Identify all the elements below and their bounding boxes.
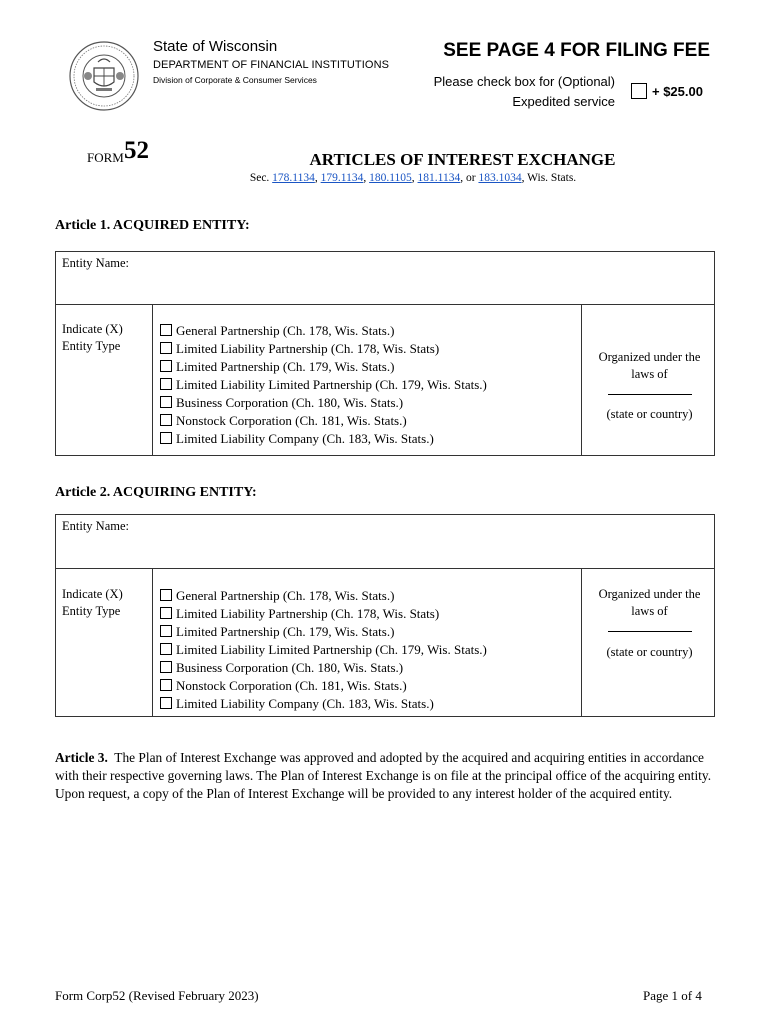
acquired-entity-name-field[interactable]	[56, 252, 714, 305]
acquired-entity-type-options	[160, 322, 487, 448]
option-limited-partnership[interactable]: Limited Partnership (Ch. 179, Wis. Stats.)	[160, 358, 487, 376]
column-divider	[581, 568, 582, 716]
checkbox[interactable]	[160, 432, 172, 444]
option-business-corporation[interactable]: Business Corporation (Ch. 180, Wis. Stats.)	[160, 659, 487, 677]
state-name: State of Wisconsin	[153, 38, 278, 55]
column-divider	[152, 304, 153, 455]
article3-text: The Plan of Interest Exchange was approved and adopted by the acquired and acquiring entities in accordance with their respective governing laws. The Plan of Interest Exchange is on file at the principal office of the acquiring entity. Upon request, a copy of the Plan of Interest Exchange will be provided to any interest holder of the acquired entity.	[55, 750, 712, 801]
state-or-country-label: (state or country)	[606, 407, 693, 421]
checkbox[interactable]	[160, 342, 172, 354]
organized-under-laws	[583, 586, 716, 661]
column-divider	[581, 304, 582, 455]
entity-type-text: Entity Type	[62, 339, 121, 353]
statute-prefix: Sec.	[249, 172, 270, 184]
checkbox[interactable]	[160, 697, 172, 709]
division-name: Division of Corporate & Consumer Services	[153, 75, 317, 85]
wisconsin-seal-icon	[68, 40, 140, 112]
article3-label: Article 3.	[55, 750, 108, 765]
state-or-country-field[interactable]	[583, 383, 716, 403]
indicate-label: Indicate (X)	[62, 322, 123, 336]
article1-heading: Article 1. ACQUIRED ENTITY:	[55, 218, 250, 233]
article2-heading: Article 2. ACQUIRING ENTITY:	[55, 485, 257, 500]
expedite-checkbox[interactable]	[631, 83, 647, 99]
option-nonstock-corporation[interactable]: Nonstock Corporation (Ch. 181, Wis. Stats.)	[160, 677, 487, 695]
organized-under-laws	[583, 349, 716, 423]
entity-name-label: Entity Name:	[62, 256, 129, 270]
organized-line1: Organized under the	[598, 350, 701, 364]
checkbox[interactable]	[160, 589, 172, 601]
option-general-partnership[interactable]: General Partnership (Ch. 178, Wis. Stats.)	[160, 322, 487, 340]
option-limited-liability-partnership[interactable]: Limited Liability Partnership (Ch. 178, Wis. Stats)	[160, 605, 487, 623]
checkbox[interactable]	[160, 324, 172, 336]
statute-link-181[interactable]: 181.1134	[417, 172, 461, 184]
blank-line	[608, 630, 692, 632]
option-business-corporation[interactable]: Business Corporation (Ch. 180, Wis. Stats.)	[160, 394, 487, 412]
expedite-fee: + $25.00	[652, 84, 703, 99]
page-number: Page 1 of 4	[643, 988, 702, 1003]
entity-type-label	[62, 586, 123, 620]
option-llc[interactable]: Limited Liability Company (Ch. 183, Wis. Stats.)	[160, 695, 487, 713]
checkbox[interactable]	[160, 625, 172, 637]
state-or-country-field[interactable]	[583, 620, 716, 642]
option-limited-liability-partnership[interactable]: Limited Liability Partnership (Ch. 178, Wis. Stats)	[160, 340, 487, 358]
statute-link-183[interactable]: 183.1034	[478, 172, 522, 184]
blank-line	[608, 393, 692, 395]
article3-paragraph	[55, 749, 719, 803]
checkbox[interactable]	[160, 396, 172, 408]
acquiring-entity-type-options	[160, 587, 487, 713]
form-label: FORM	[87, 150, 124, 165]
organized-line2: laws of	[631, 604, 668, 618]
organized-line1: Organized under the	[598, 587, 701, 601]
statute-link-180[interactable]: 180.1105	[369, 172, 412, 184]
filing-fee-notice: SEE PAGE 4 FOR FILING FEE	[443, 40, 710, 61]
option-general-partnership[interactable]: General Partnership (Ch. 178, Wis. Stats.)	[160, 587, 487, 605]
checkbox[interactable]	[160, 679, 172, 691]
form-title: ARTICLES OF INTEREST EXCHANGE	[309, 150, 616, 169]
expedite-instructions-line2: Expedited service	[512, 94, 615, 109]
option-limited-partnership[interactable]: Limited Partnership (Ch. 179, Wis. Stats.)	[160, 623, 487, 641]
option-lllp[interactable]: Limited Liability Limited Partnership (Ch. 179, Wis. Stats.)	[160, 376, 487, 394]
entity-name-label: Entity Name:	[62, 519, 129, 533]
statute-link-178[interactable]: 178.1134	[272, 172, 315, 184]
statute-link-179[interactable]: 179.1134	[320, 172, 364, 184]
entity-type-text: Entity Type	[62, 604, 121, 618]
entity-type-label	[62, 321, 123, 355]
statute-or: or	[465, 172, 476, 184]
option-llc[interactable]: Limited Liability Company (Ch. 183, Wis. Stats.)	[160, 430, 487, 448]
column-divider	[152, 568, 153, 716]
checkbox[interactable]	[160, 414, 172, 426]
acquiring-entity-table	[55, 514, 715, 717]
checkbox[interactable]	[160, 378, 172, 390]
checkbox[interactable]	[160, 607, 172, 619]
department-name: DEPARTMENT OF FINANCIAL INSTITUTIONS	[153, 59, 390, 71]
indicate-label: Indicate (X)	[62, 587, 123, 601]
statute-references: Sec. 178.1134, 179.1134, 180.1105, 181.1134, or 183.1034, Wis. Stats.	[249, 172, 577, 184]
form-revision: Form Corp52 (Revised February 2023)	[55, 988, 259, 1003]
form-number: 52	[124, 137, 149, 164]
option-nonstock-corporation[interactable]: Nonstock Corporation (Ch. 181, Wis. Stats.)	[160, 412, 487, 430]
acquiring-entity-name-field[interactable]	[56, 515, 714, 569]
expedite-instructions-line1: Please check box for (Optional)	[433, 74, 615, 89]
organized-line2: laws of	[631, 367, 668, 381]
checkbox[interactable]	[160, 360, 172, 372]
statute-suffix: , Wis. Stats.	[521, 172, 577, 184]
checkbox[interactable]	[160, 643, 172, 655]
checkbox[interactable]	[160, 661, 172, 673]
option-lllp[interactable]: Limited Liability Limited Partnership (Ch. 179, Wis. Stats.)	[160, 641, 487, 659]
acquired-entity-table	[55, 251, 715, 456]
state-or-country-label: (state or country)	[606, 645, 693, 659]
expedite-instructions	[434, 72, 615, 112]
